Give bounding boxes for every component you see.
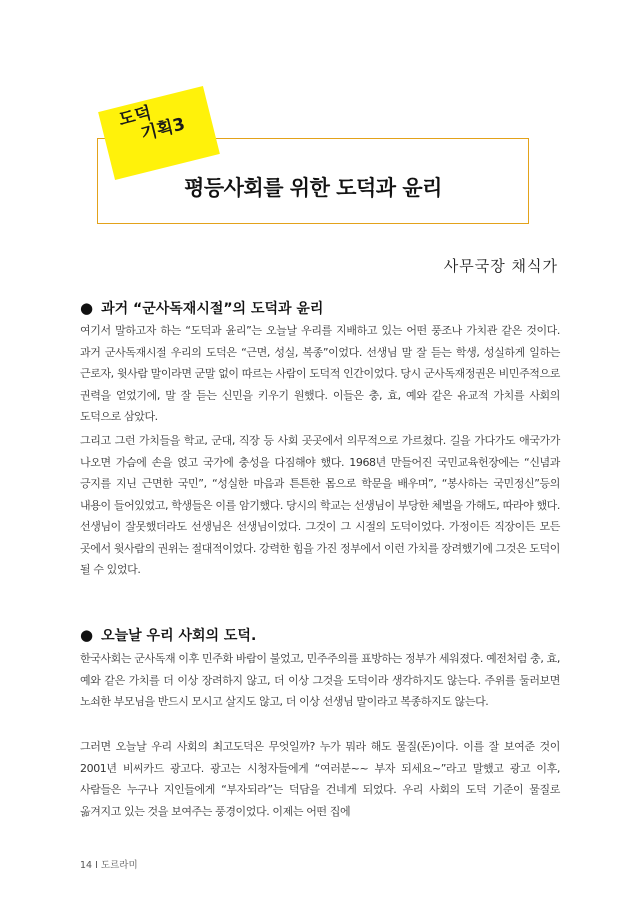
section-heading-text: 과거 “군사독재시절”의 도덕과 윤리 xyxy=(101,301,324,317)
bullet-icon: ● xyxy=(80,299,94,317)
bullet-icon: ● xyxy=(80,626,94,644)
section-heading-text: 오늘날 우리 사회의 도덕. xyxy=(101,628,257,644)
paragraph: 여기서 말하고자 하는 “도덕과 윤리”는 오늘날 우리를 지배하고 있는 어떤 풍조나 가치관 같은 것이다. 과거 군사독재시절 우리의 도덕은 “근면, 성실, 복종”이었다. 선생님 말 잘 듣는 학생, 성실하게 일하는 근로자, 윗사람 말이라면 군말 없이 따르는 사람이 도덕적 인간이었다. 당시 군사독재정권은 비민주적으로 권력을 얻었기에, 말 잘 듣는 신민을 키우기 원했다. 이들은 충, 효, 예와 같은 유교적 가치를 사회의 도덕으로 삼았다. xyxy=(80,324,560,423)
section-heading-today xyxy=(80,625,256,645)
page-footer: 14 Ι 도르라미 xyxy=(80,860,138,871)
paragraph: 그러면 오늘날 우리 사회의 최고도덕은 무엇일까? 누가 뭐라 해도 물질(돈)이다. 이를 잘 보여준 것이 2001년 비씨카드 광고다. 광고는 시청자들에게 “여러분~~ 부자 되세요~”라고 말했고 광고 이후, 사람들은 누구나 지인들에게 “부자되라”는 덕담을 건네게 되었다. 우리 사회의 도덕 기준이 물질로 옮겨지고 있는 것을 보여주는 풍경이었다. 이제는 어떤 집에 xyxy=(80,740,560,818)
paragraph: 한국사회는 군사독재 이후 민주화 바람이 불었고, 민주주의를 표방하는 정부가 세워졌다. 예전처럼 충, 효, 예와 같은 가치를 더 이상 장려하지 않고, 더 이상 그것을 도덕이라 생각하지도 않는다. 주위를 둘러보면 노쇠한 부모님을 반드시 모시고 살지도 않고, 더 이상 선생님 말이라고 복종하지도 않는다. xyxy=(80,652,560,708)
author-byline: 사무국장 채식가 xyxy=(443,257,558,275)
section-heading-past xyxy=(80,298,323,318)
page-title: 평등사회를 위한 도덕과 윤리 xyxy=(184,176,442,200)
section-tag-line2: 기획3 xyxy=(138,114,188,145)
section-tag-line1: 도덕 xyxy=(116,103,154,131)
paragraph: 그리고 그런 가치들을 학교, 군대, 직장 등 사회 곳곳에서 의무적으로 가르쳤다. 길을 가다가도 애국가가 나오면 가슴에 손을 얹고 국가에 충성을 다짐해야 했다. 1968년 만들어진 국민교육헌장에는 “신념과 긍지를 지닌 근면한 국민”, “성실한 마음과 튼튼한 몸으로 학문을 배우며”, “봉사하는 국민정신”등의 내용이 들어있었고, 학생들은 이를 암기했다. 당시의 학교는 선생님이 부당한 체벌을 가해도, 따라야 했다. 선생님이 잘못했더라도 선생님은 선생님이었다. 그것이 그 시절의 도덕이었다. 가정이든 직장이든 모든 곳에서 윗사람의 권위는 절대적이었다. 강력한 힘을 가진 정부에서 이런 가치를 장려했기에 그것은 도덕이 될 수 있었다. xyxy=(80,434,560,576)
